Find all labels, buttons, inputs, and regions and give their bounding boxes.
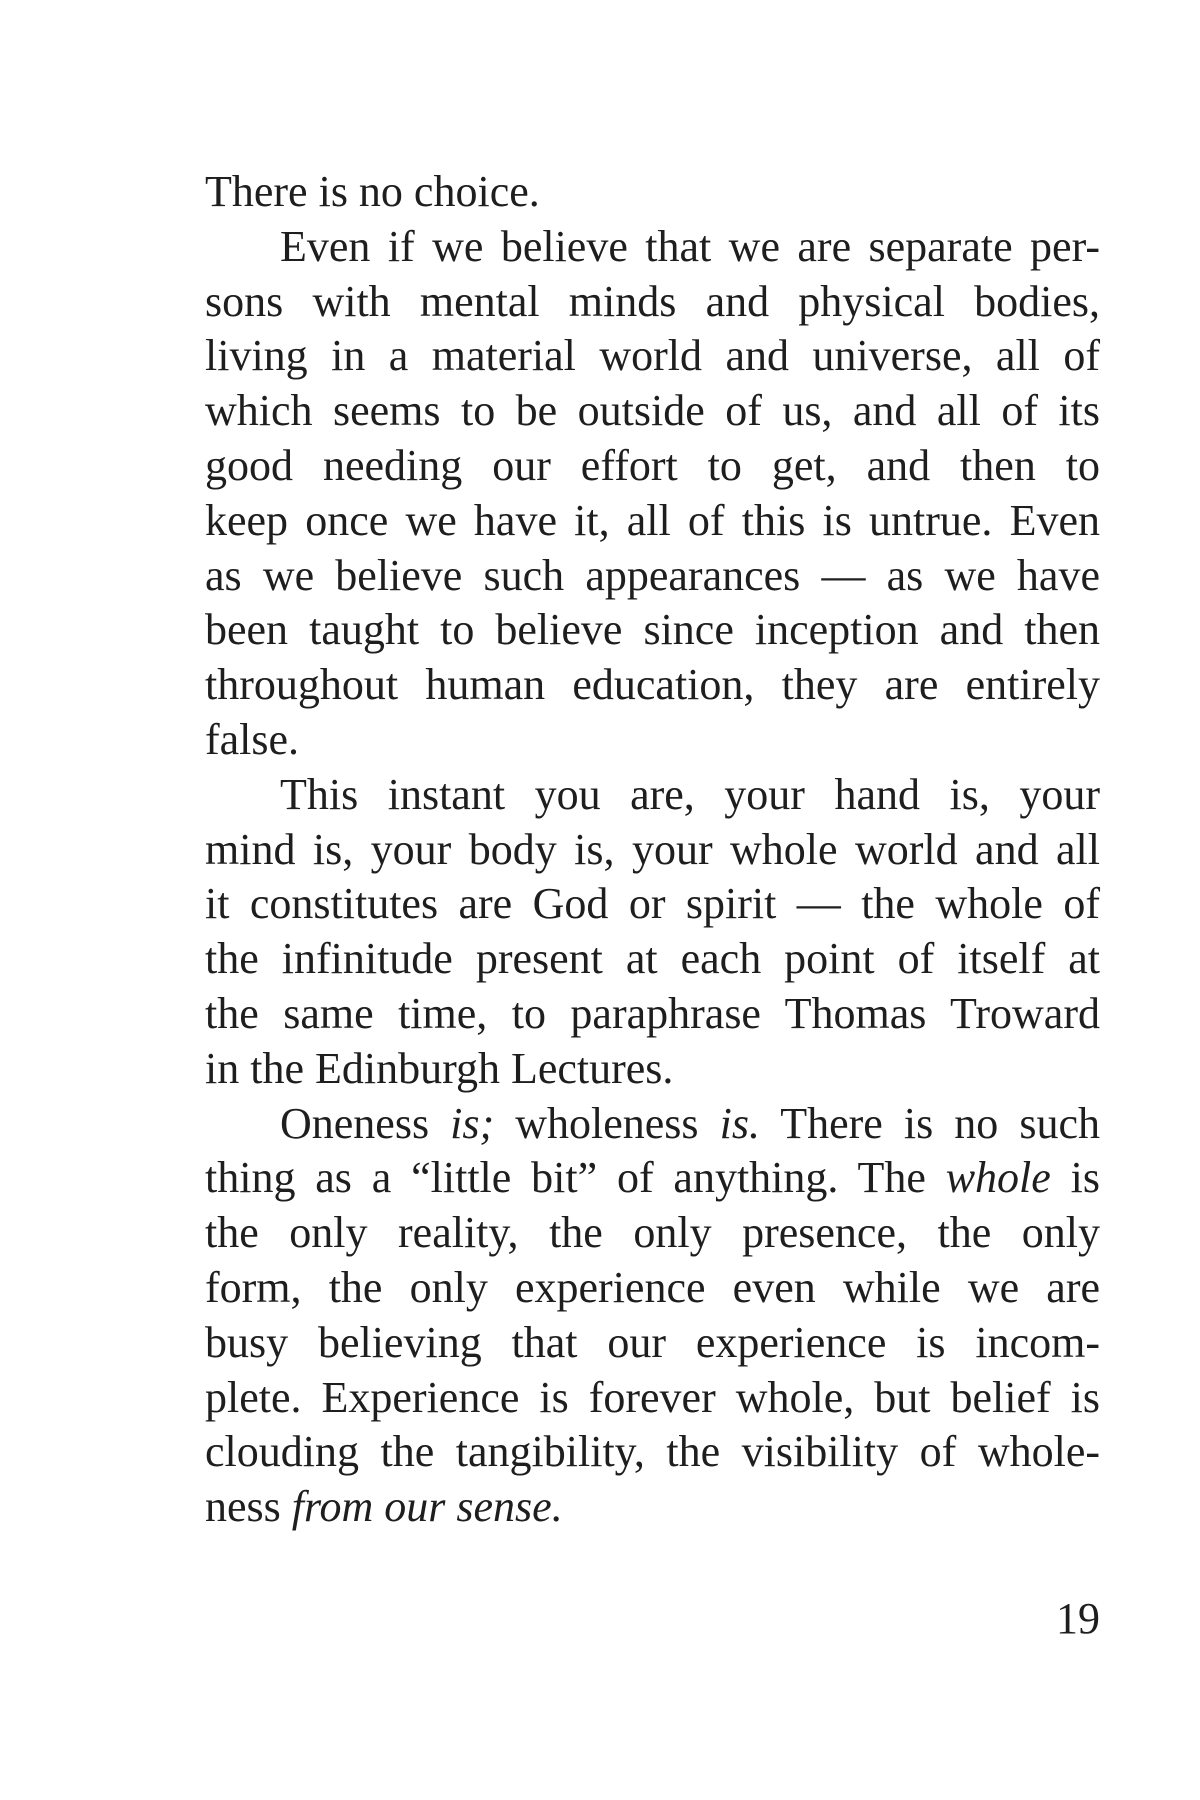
paragraph (205, 768, 1100, 1097)
text-line (205, 713, 1100, 768)
text-line (205, 1206, 1100, 1261)
text-segment: wholeness (494, 1098, 720, 1148)
text-line (205, 877, 1100, 932)
text-line (205, 275, 1100, 330)
text-segment: in the Edinburgh Lectures. (205, 1043, 674, 1093)
text-line (205, 384, 1100, 439)
text-line (205, 1097, 1100, 1152)
text-segment: keep once we have it, all of this is untrue. Even (205, 495, 1100, 545)
text-segment: thing as a “little bit” of anything. The (205, 1153, 946, 1203)
text-segment: good needing our effort to get, and then to (205, 440, 1100, 490)
text-segment: This instant you are, your hand is, your (280, 769, 1100, 819)
text-line (205, 987, 1100, 1042)
text-segment: There is no such (759, 1098, 1100, 1148)
text-segment: sons with mental minds and physical bodies, (205, 276, 1100, 326)
text-segment: the only reality, the only presence, the only (205, 1208, 1100, 1258)
text-segment: Oneness (280, 1098, 451, 1148)
text-line (205, 220, 1100, 275)
text-line (205, 165, 1100, 220)
text-segment: the same time, to paraphrase Thomas Troward (205, 988, 1100, 1038)
text-segment: There is no choice. (205, 167, 540, 216)
text-line (205, 1151, 1100, 1206)
text-segment: which seems to be outside of us, and all of its (205, 386, 1100, 436)
text-segment: clouding the tangibility, the visibility of whole- (205, 1427, 1100, 1477)
text-segment: living in a material world and universe, all of (205, 331, 1100, 381)
text-line (205, 1371, 1100, 1426)
italic-text: is. (719, 1098, 760, 1148)
page-text (205, 165, 1100, 1535)
italic-text: from our sense. (291, 1482, 563, 1532)
text-segment: ness (205, 1482, 292, 1532)
text-segment: form, the only experience even while we are (205, 1262, 1100, 1312)
text-line (205, 658, 1100, 713)
paragraph (205, 1097, 1100, 1535)
text-segment: Even if we believe that we are separate per- (280, 221, 1100, 271)
text-segment: been taught to believe since inception and then (205, 605, 1100, 655)
text-segment: is (1050, 1153, 1100, 1203)
text-line (205, 494, 1100, 549)
text-line (205, 932, 1100, 987)
text-segment: mind is, your body is, your whole world and all (205, 824, 1100, 874)
text-line (205, 1042, 1100, 1097)
text-segment: busy believing that our experience is incom- (205, 1317, 1100, 1367)
text-line (205, 1316, 1100, 1371)
text-line (205, 439, 1100, 494)
text-line (205, 549, 1100, 604)
text-segment: as we believe such appearances — as we have (205, 550, 1100, 600)
italic-text: whole (945, 1153, 1051, 1203)
text-line (205, 329, 1100, 384)
text-line (205, 1261, 1100, 1316)
text-segment: plete. Experience is forever whole, but belief is (205, 1372, 1100, 1422)
text-segment: false. (205, 714, 300, 764)
paragraph (205, 220, 1100, 768)
text-line (205, 603, 1100, 658)
text-segment: throughout human education, they are entirely (205, 660, 1100, 710)
page-number: 19 (1056, 1594, 1100, 1643)
text-segment: the infinitude present at each point of itself at (205, 934, 1100, 984)
text-line (205, 1480, 1100, 1535)
paragraph (205, 165, 1100, 220)
text-line (205, 1425, 1100, 1480)
italic-text: is; (450, 1098, 495, 1148)
text-segment: it constitutes are God or spirit — the whole of (205, 879, 1100, 929)
text-line (205, 823, 1100, 878)
text-line (205, 768, 1100, 823)
